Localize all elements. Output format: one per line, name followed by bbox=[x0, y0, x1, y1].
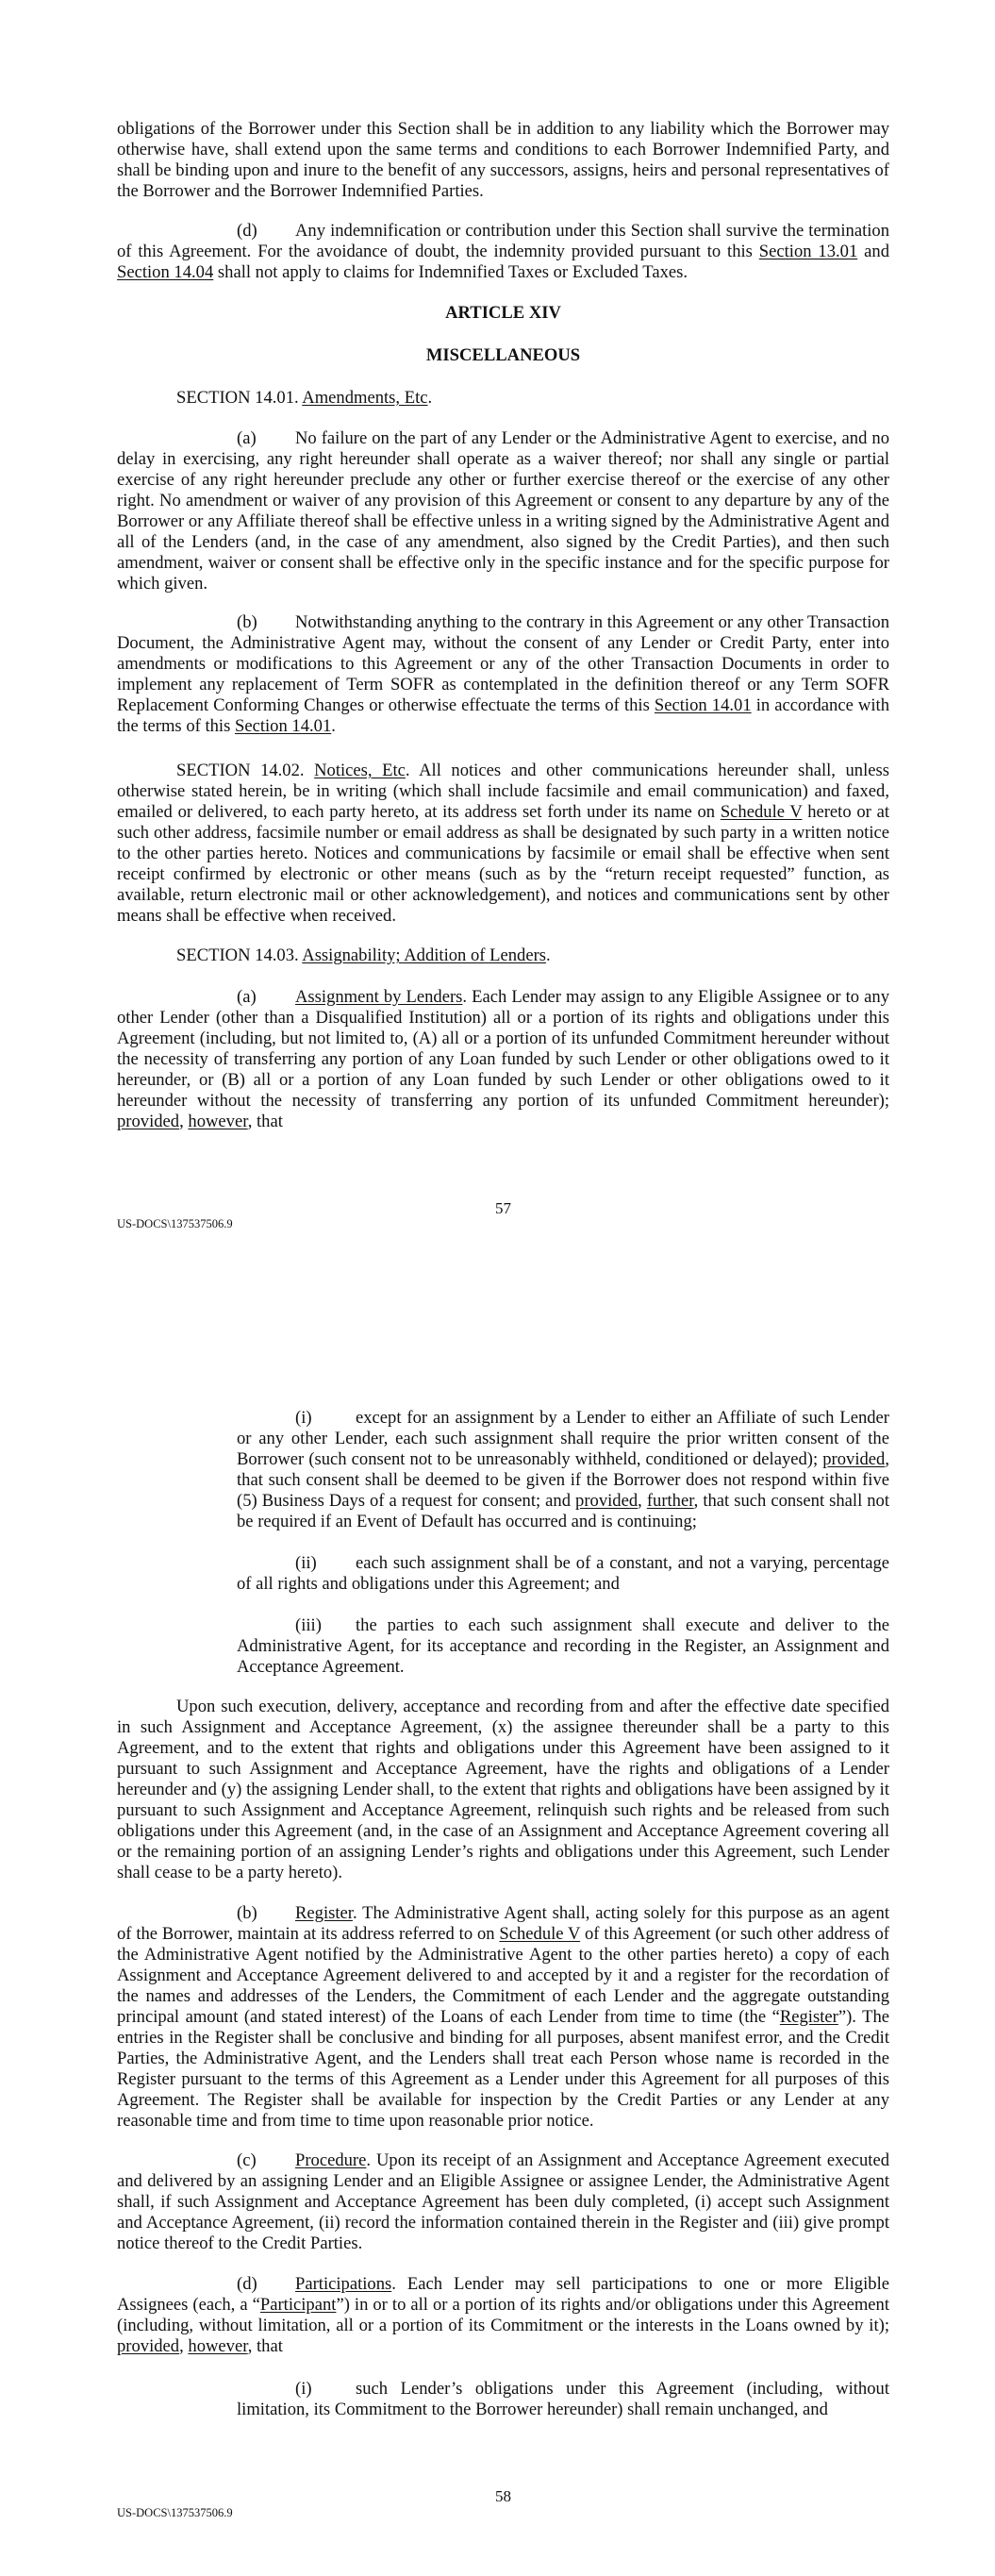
page-number: 57 bbox=[495, 1199, 511, 1217]
subclause-a-i bbox=[237, 1408, 889, 1532]
paragraph-14-03-a bbox=[117, 987, 889, 1132]
text-run: . The Administrative Agent shall, acting solely for this purpose as an agent of the Borrower, maintain at its address referred to on bbox=[117, 1903, 889, 1944]
underlined-term: Section 14.04 bbox=[117, 262, 214, 282]
underlined-term: Assignment by Lenders bbox=[295, 987, 463, 1007]
text-run: . bbox=[331, 716, 336, 736]
text-run: hereto or at such other address, facsimile number or email address as shall be designated by such party in a written notice to the other parties hereto. Notices and communications by facsimile or email shall be effective when sent receipt confirmed by electronic or other means (such as by the “return receipt requested” function, as available, return electronic mail or other acknowledgement), and notices and communications sent by other means shall be effective when received. bbox=[117, 802, 889, 926]
text-run: such Lender’s obligations under this Agreement (including, without limitation, its Commitment to the Borrower hereunder) shall remain unchanged, and bbox=[237, 2379, 889, 2419]
paragraph-14-03-d bbox=[117, 2274, 889, 2357]
text-run: , bbox=[179, 2336, 189, 2356]
text-run: SECTION 14.03. bbox=[176, 945, 303, 965]
text-run: . Each Lender may sell participations to one or more Eligible Assignees (each, a “ bbox=[117, 2274, 889, 2315]
text-run: . Upon its receipt of an Assignment and Acceptance Agreement executed and delivered by an assigning Lender and an Eligible Assignee or assignee Lender, the Administrative Agent shall, if such Assignment and Acceptance Agreement has been duly completed, (i) accept such Assignment and Acceptance Agreement, (ii) record the information contained therein in the Register and (iii) give prompt notice thereof to the Credit Parties. bbox=[117, 2150, 889, 2253]
text-run: SECTION 14.01. bbox=[176, 388, 303, 408]
underlined-term: further bbox=[646, 1491, 694, 1511]
text-run: Any indemnification or contribution under this Section shall survive the termination of this Agreement. For the avoidance of doubt, the indemnity provided pursuant to this bbox=[117, 221, 889, 261]
text-run: Upon such execution, delivery, acceptance and recording from and after the effective date specified in such Assignment and Acceptance Agreement, (x) the assignee thereunder shall be a party to this Agreement, and to the extent that rights and obligations under this Agreement have been assigned to it pursuant to such Assignment and Acceptance Agreement, have the rights and obligations of a Lender hereunder and (y) the assigning Lender shall, to the extent that rights and obligations have been assigned by it pursuant to such Assignment and Acceptance Agreement, relinquish such rights and be released from such obligations under this Agreement (and, in the case of an Assignment and Acceptance Agreement covering all or the remaining portion of an assigning Lender’s rights and obligations under this Agreement, such Lender shall cease to be a party hereto). bbox=[117, 1697, 889, 1882]
underlined-term: Section 14.01 bbox=[234, 716, 332, 736]
document-id: US-DOCS\137537506.9 bbox=[117, 1217, 233, 1230]
paragraph-upon-execution bbox=[117, 1697, 889, 1883]
text-run: . All notices and other communications hereunder shall, unless otherwise stated herein, be in writing (which shall include facsimile and email communication) and faxed, emailed or delivered, to each party hereto, at its address set forth under its name on bbox=[117, 761, 889, 822]
text-run: ”). The entries in the Register shall be conclusive and binding for all purposes, absent manifest error, and the Credit Parties, the Administrative Agent, and the Lenders shall treat each Person whose name is recorded in the Register pursuant to the terms of this Agreement as a Lender under this Agreement for all purposes of this Agreement. The Register shall be available for inspection by the Credit Parties or any Lender at any reasonable time and from time to time upon reasonable prior notice. bbox=[117, 2007, 889, 2131]
article-title: ARTICLE XIV bbox=[445, 303, 561, 323]
text-run: , bbox=[179, 1112, 189, 1131]
text-run: , bbox=[638, 1491, 647, 1511]
underlined-term: Assignability; Addition of Lenders bbox=[302, 945, 547, 965]
paragraph-13-d bbox=[117, 221, 889, 283]
document-id: US-DOCS\137537506.9 bbox=[117, 2506, 233, 2519]
text-run: of this Agreement (or such other address of the Administrative Agent notified by the Administrative Agent to the other parties hereto) a copy of each Assignment and Acceptance Agreement delivered to and accepted by it and a register for the recordation of the names and addresses of the Lenders, the Commitment of each Lender and the aggregate outstanding principal amount (and stated interest) of the Loans of each Lender from time to time (the “ bbox=[117, 1924, 889, 2027]
text-run: obligations of the Borrower under this Section shall be in addition to any liability which the Borrower may otherwise have, shall extend upon the same terms and conditions to each Borrower Indemnified Party, and shall be binding upon and inure to the benefit of any successors, assigns, heirs and personal representatives of the Borrower and the Borrower Indemnified Parties. bbox=[117, 119, 889, 201]
text-run: Notwithstanding anything to the contrary in this Agreement or any other Transaction Document, the Administrative Agent may, without the consent of any Lender or Credit Party, enter into amendments or modifications to this Agreement or any of the other Transaction Documents in order to implement any replacement of Term SOFR as contemplated in the definition thereof or any Term SOFR Replacement Conforming Changes or otherwise effectuate the terms of this bbox=[117, 612, 889, 715]
underlined-term: Amendments, Etc bbox=[302, 388, 428, 408]
paragraph-14-01-b bbox=[117, 612, 889, 737]
underlined-term: provided bbox=[822, 1449, 886, 1469]
subclause-a-ii bbox=[237, 1553, 889, 1595]
text-run: , that bbox=[247, 1112, 283, 1131]
text-run: shall not apply to claims for Indemnified Taxes or Excluded Taxes. bbox=[213, 262, 688, 282]
text-run: in accordance with the terms of this bbox=[117, 695, 889, 736]
text-run: , that such consent shall not be required if an Event of Default has occurred and is continuing; bbox=[237, 1491, 890, 1531]
underlined-term: Register bbox=[779, 2007, 838, 2027]
section-14-03-heading bbox=[117, 945, 889, 966]
clause-label: (i) bbox=[295, 1408, 312, 1428]
clause-label: (iii) bbox=[295, 1615, 322, 1635]
text-run: , that bbox=[247, 2336, 283, 2356]
clause-label: (i) bbox=[295, 2379, 312, 2399]
clause-label: (a) bbox=[237, 428, 257, 448]
text-run: and bbox=[857, 242, 889, 261]
clause-label: (b) bbox=[237, 612, 257, 632]
underlined-term: Section 13.01 bbox=[758, 242, 858, 261]
text-run: ”) in or to all or a portion of its rights and/or obligations under this Agreement (including, without limitation, all or a portion of its Commitment or the interests in the Loans owned by it); bbox=[117, 2295, 889, 2335]
text-run: the parties to each such assignment shall execute and deliver to the Administrative Agent, for its acceptance and recording in the Register, an Assignment and Acceptance Agreement. bbox=[237, 1615, 889, 1677]
paragraph-14-01-a bbox=[117, 428, 889, 594]
subclause-a-iii bbox=[237, 1615, 889, 1678]
text-run: , that such consent shall be deemed to be given if the Borrower does not respond within five (5) Business Days of a request for consent; and bbox=[237, 1449, 889, 1511]
clause-label: (a) bbox=[237, 987, 257, 1007]
clause-label: (b) bbox=[237, 1903, 257, 1923]
underlined-term: Schedule V bbox=[499, 1924, 581, 1944]
text-run: . Each Lender may assign to any Eligible Assignee or to any other Lender (other than a Disqualified Institution) all or a portion of its rights and obligations under this Agreement (including, but not limited to, (A) all or a portion of its unfunded Commitment hereunder without the necessity of transferring any portion of any Loan funded by such Lender or other obligations owed to it hereunder, or (B) all or a portion of any Loan funded by such Lender or other obligations owed to it hereunder without the necessity of transferring any portion of its unfunded Commitment hereunder); bbox=[117, 987, 889, 1111]
underlined-term: provided bbox=[117, 1112, 180, 1131]
section-14-01-heading bbox=[117, 388, 889, 409]
underlined-term: Participations bbox=[295, 2274, 392, 2294]
clause-label: (c) bbox=[237, 2150, 257, 2170]
paragraph-14-03-b bbox=[117, 1903, 889, 2132]
underlined-term: provided bbox=[117, 2336, 180, 2356]
underlined-term: Schedule V bbox=[720, 802, 803, 822]
clause-label: (d) bbox=[237, 221, 257, 241]
text-run: . bbox=[427, 388, 433, 408]
underlined-term: Participant bbox=[259, 2295, 337, 2315]
text-run: . bbox=[546, 945, 551, 965]
clause-label: (ii) bbox=[295, 1553, 317, 1573]
underlined-term: Procedure bbox=[295, 2150, 367, 2170]
page-number: 58 bbox=[495, 2487, 511, 2505]
underlined-term: however bbox=[188, 2336, 248, 2356]
underlined-term: Notices, Etc bbox=[314, 761, 406, 780]
subclause-d-i bbox=[237, 2379, 889, 2420]
paragraph-indemnity-continuation bbox=[117, 119, 889, 202]
underlined-term: Register bbox=[295, 1903, 353, 1923]
paragraph-14-03-c bbox=[117, 2150, 889, 2254]
clause-label: (d) bbox=[237, 2274, 257, 2294]
underlined-term: provided bbox=[575, 1491, 638, 1511]
underlined-term: Section 14.01 bbox=[654, 695, 752, 715]
text-run: No failure on the part of any Lender or the Administrative Agent to exercise, and no delay in exercising, any right hereunder shall operate as a waiver thereof; nor shall any single or partial exercise of any right hereunder preclude any other or further exercise thereof or the exercise of any other right. No amendment or waiver of any provision of this Agreement or consent to any departure by any of the Borrower or any Affiliate thereof shall be effective unless in a writing signed by the Administrative Agent and all of the Lenders (and, in the case of any amendment, also signed by the Credit Parties), and then such amendment, waiver or consent shall be effective only in the specific instance and for the specific purpose for which given. bbox=[117, 428, 889, 594]
text-run: SECTION 14.02. bbox=[176, 761, 315, 780]
article-subtitle: MISCELLANEOUS bbox=[425, 345, 581, 365]
underlined-term: however bbox=[188, 1112, 248, 1131]
text-run: except for an assignment by a Lender to either an Affiliate of such Lender or any other Lender, each such assignment shall require the prior written consent of the Borrower (such consent not to be unreasonably withheld, conditioned or delayed); bbox=[237, 1408, 889, 1469]
section-14-02 bbox=[117, 761, 889, 927]
text-run: each such assignment shall be of a constant, and not a varying, percentage of all rights and obligations under this Agreement; and bbox=[237, 1553, 889, 1594]
